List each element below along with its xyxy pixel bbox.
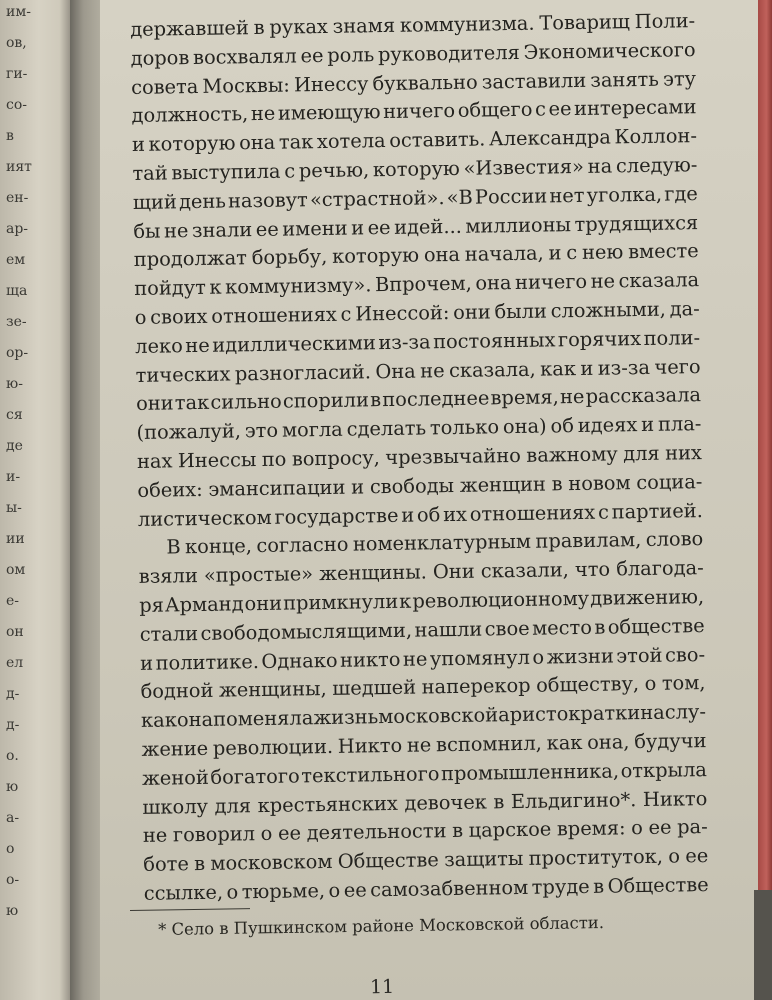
left-page-fragment: д- [6,717,20,733]
book-cover-edge [758,0,772,890]
text-line: женой богатого текстильного промышленника, открыла [141,757,708,790]
book-page [100,0,760,1000]
left-page-fragment: ю [6,779,19,795]
text-line: ссылке, о тюрьме, о ее самозабвенном труде в Обществе [143,872,709,905]
left-page-fragment: ся [6,407,23,423]
left-page-fragment: де [6,438,23,454]
left-page-fragment: д- [6,686,20,702]
text-line: бодной женщины, шедшей наперекор обществу, о том, [140,671,706,704]
left-page-fragment: е- [6,593,20,609]
text-line: обеих: эмансипации и свободы женщин в новом социа- [137,469,703,502]
text-line: совета Москвы: Инессу буквально заставили занять эту [130,66,697,99]
left-page-fragment: им- [6,4,31,20]
text-line: В конце, согласно номенклатурным правилам, слово [166,527,704,559]
left-page-fragment: ел [6,655,24,671]
left-page-fragment: ща [6,283,28,299]
left-page-fragment: ги- [6,66,28,82]
left-page-fragment: ем [6,252,26,268]
cover-shadow [754,890,772,1000]
body-text [130,7,709,908]
text-line: жение революции. Никто не вспомнил, как она, будучи [141,728,707,761]
text-line: тай выступила с речью, которую «Известия» на следую- [132,153,698,185]
left-page-fragment: он [6,624,24,640]
left-page-fragment: зе- [6,314,27,330]
text-line: взяли «простые» женщины. Они сказали, что благода- [138,556,704,589]
footnote: * Село в Пушкинском районе Московской области. [158,912,605,939]
text-line: и которую она так хотела оставить. Александра Коллон- [131,124,698,157]
page-number: 11 [369,975,395,999]
text-line: стали свободомыслящими, нашли свое место в обществе [139,613,705,646]
text-line: (пожалуй, это могла сделать только она) об идеях и пла- [136,412,702,445]
text-line: боте в московском Обществе защиты проституток, о ее [143,844,709,877]
text-line: как она поменяла жизнь московской аристократки на слу- [140,700,707,733]
text-line: они так сильно спорили в последнее время, не рассказала [135,383,702,416]
left-page-fragment: ы- [6,500,22,516]
text-line: нах Инессы по вопросу, чрезвычайно важному для них [136,441,703,473]
text-line: бы не знали ее имени и ее идей... миллионы трудящихся [133,210,699,243]
left-page-fragment: а- [6,810,20,826]
left-page-fragment: о [6,841,15,857]
text-line: продолжат борьбу, которую она начала, и с нею вместе [133,239,699,272]
footnote-divider [130,908,250,911]
text-line: державшей в руках знамя коммунизма. Товарищ Поли- [130,9,696,41]
text-line: о своих отношениях с Инессой: они были сложными, да- [134,297,700,329]
left-page-fragment: ом [6,562,26,578]
left-page-fragment: ият [6,159,32,175]
left-page-edge [0,0,70,1000]
text-line: леко не идиллическими из-за постоянных горячих поли- [135,325,701,358]
left-page-fragment: ии [6,531,25,547]
text-line: доров восхвалял ее роль руководителя Экономического [130,37,696,70]
left-page-fragment: о- [6,872,20,888]
text-line: и политике. Однако никто не упомянул о жизни этой сво- [139,642,706,675]
left-page-fragment: ю- [6,376,23,392]
left-page-fragment: ар- [6,221,29,237]
book-spine-shadow [70,0,104,1000]
text-line: школу для крестьянских девочек в Ельдигино*. Никто [142,786,708,819]
left-page-fragment: ор- [6,345,29,361]
text-line: пойдут к коммунизму». Впрочем, она ничего не сказала [134,268,700,301]
left-page-fragment: и- [6,469,21,485]
left-page-fragment: ен- [6,190,29,206]
left-page-fragment: со- [6,97,27,113]
text-line: не говорил о ее деятельности в царское время: о ее ра- [142,815,708,848]
left-page-fragment: ов, [6,35,27,51]
text-line: ря Арманд они примкнули к революционному движению, [139,584,705,617]
text-line: должность, не имеющую ничего общего с ее интересами [131,95,697,128]
left-page-fragment: в [6,128,14,144]
text-line: листическом государстве и об их отношениях с партией. [137,498,703,531]
left-page-fragment: о. [6,748,19,764]
left-page-fragment: ю [6,903,19,919]
text-line: щий день назовут «страстной». «В России нет уголка, где [132,181,698,214]
text-line: тических разногласий. Она не сказала, как и из-за чего [135,354,701,387]
